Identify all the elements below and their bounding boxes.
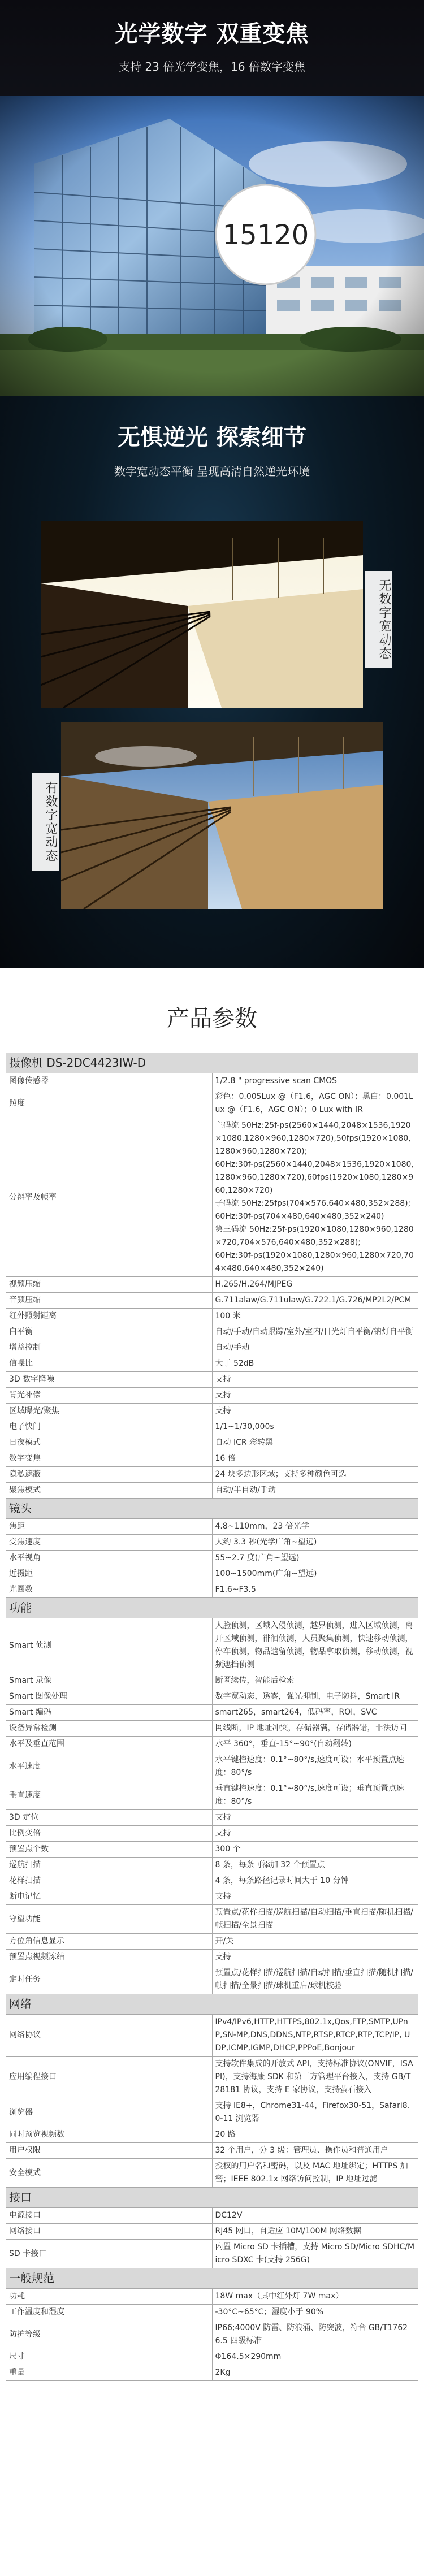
spec-key: 背光补偿 bbox=[6, 1388, 213, 1404]
section-header-row bbox=[6, 1499, 418, 1519]
spec-value: 支持软件集成的开放式 API，支持标准协议(ONVIF，ISAPI)，支持海康 SDK 和第三方管理平台接入，支持 GB/T28181 协议，支持 E 家协议，支持萤石接入 bbox=[212, 2057, 418, 2098]
spec-row bbox=[6, 2015, 418, 2057]
spec-key: 用户权限 bbox=[6, 2143, 213, 2159]
spec-value: Φ164.5×290mm bbox=[212, 2349, 418, 2365]
spec-row bbox=[6, 1905, 418, 1934]
spec-value: 100~1500mm(广角~望远) bbox=[212, 1566, 418, 1582]
spec-value: 支持 bbox=[212, 1950, 418, 1965]
spec-key: 比例变倍 bbox=[6, 1826, 213, 1842]
section-header-row bbox=[6, 1598, 418, 1618]
spec-key: 数字变焦 bbox=[6, 1451, 213, 1467]
spec-row bbox=[6, 1073, 418, 1089]
spec-key: 守望功能 bbox=[6, 1905, 213, 1934]
spec-row bbox=[6, 1388, 418, 1404]
spec-value: 1/2.8 " progressive scan CMOS bbox=[212, 1073, 418, 1089]
spec-key: 浏览器 bbox=[6, 2098, 213, 2127]
spec-value: F1.6~F3.5 bbox=[212, 1582, 418, 1598]
spec-key: 红外照射距离 bbox=[6, 1309, 213, 1324]
spec-key: 设备异常检测 bbox=[6, 1721, 213, 1737]
spec-value: 彩色：0.005Lux @（F1.6，AGC ON）；黑白：0.001Lux @（F1.6，AGC ON）；0 Lux with IR bbox=[212, 1089, 418, 1118]
model-row bbox=[6, 1053, 418, 1073]
spec-value: 网线断，IP 地址冲突，存储器满，存储器错，非法访问 bbox=[212, 1721, 418, 1737]
spec-value: 8 条，每条可添加 32 个预置点 bbox=[212, 1858, 418, 1873]
spec-key: 电子快门 bbox=[6, 1419, 213, 1435]
spec-value: 100 米 bbox=[212, 1309, 418, 1324]
spec-row bbox=[6, 1842, 418, 1858]
spec-value: 2Kg bbox=[212, 2365, 418, 2381]
spec-key: 网络协议 bbox=[6, 2015, 213, 2057]
building-photo bbox=[0, 96, 424, 396]
spec-key: 花样扫描 bbox=[6, 1873, 213, 1889]
spec-key: 断电记忆 bbox=[6, 1889, 213, 1905]
spec-key: 增益控制 bbox=[6, 1340, 213, 1356]
spec-row bbox=[6, 2320, 418, 2349]
spec-value: 支持 bbox=[212, 1826, 418, 1842]
spec-key: 安全模式 bbox=[6, 2159, 213, 2188]
spec-value: 16 倍 bbox=[212, 1451, 418, 1467]
spec-key: 照度 bbox=[6, 1089, 213, 1118]
section-header-row bbox=[6, 1994, 418, 2015]
spec-key: 分辨率及帧率 bbox=[6, 1118, 213, 1277]
spec-row bbox=[6, 1356, 418, 1372]
spec-row bbox=[6, 2098, 418, 2127]
spec-key: 重量 bbox=[6, 2365, 213, 2381]
spec-key: 近摄距 bbox=[6, 1566, 213, 1582]
spec-row bbox=[6, 1118, 418, 1277]
wdr-subtitle: 数字宽动态平衡 呈现高清自然逆光环境 bbox=[114, 465, 310, 478]
spec-key: 方位角信息显示 bbox=[6, 1934, 213, 1950]
spec-row bbox=[6, 1324, 418, 1340]
spec-key: 聚焦模式 bbox=[6, 1483, 213, 1499]
spec-value: 垂直键控速度：0.1°~80°/s,速度可设；垂直预置点速度：80°/s bbox=[212, 1781, 418, 1810]
spec-key: 巡航扫描 bbox=[6, 1858, 213, 1873]
spec-value: DC12V bbox=[212, 2208, 418, 2224]
spec-row bbox=[6, 1752, 418, 1781]
spec-row bbox=[6, 2208, 418, 2224]
spec-value: 支持 bbox=[212, 1889, 418, 1905]
spec-row bbox=[6, 1309, 418, 1324]
spec-key: 尺寸 bbox=[6, 2349, 213, 2365]
spec-value: 开/关 bbox=[212, 1934, 418, 1950]
spec-value: 授权的用户名和密码，以及 MAC 地址绑定；HTTPS 加密；IEEE 802.1x 网络访问控制，IP 地址过滤 bbox=[212, 2159, 418, 2188]
spec-key: 焦距 bbox=[6, 1519, 213, 1535]
spec-value: 1/1~1/30,000s bbox=[212, 1419, 418, 1435]
spec-key: 应用编程接口 bbox=[6, 2057, 213, 2098]
spec-row bbox=[6, 1689, 418, 1705]
spec-value: 4 条，每条路径记录时间大于 10 分钟 bbox=[212, 1873, 418, 1889]
spec-value: 断网续传，智能后检索 bbox=[212, 1673, 418, 1689]
spec-row bbox=[6, 1451, 418, 1467]
spec-section bbox=[0, 968, 424, 2576]
spec-key: 预置点视频冻结 bbox=[6, 1950, 213, 1965]
spec-value: 预置点/花样扫描/巡航扫描/自动扫描/垂直扫描/随机扫描/帧扫描/全景扫描 bbox=[212, 1905, 418, 1934]
section-header: 接口 bbox=[6, 2188, 418, 2208]
spec-row bbox=[6, 2240, 418, 2268]
spec-row bbox=[6, 2365, 418, 2381]
spec-row bbox=[6, 1277, 418, 1293]
spec-value: 24 块多边形区域；支持多种颜色可选 bbox=[212, 1467, 418, 1483]
spec-row bbox=[6, 1705, 418, 1721]
spec-row bbox=[6, 1826, 418, 1842]
spec-key: 区域曝光/聚焦 bbox=[6, 1404, 213, 1419]
spec-value: 自动/手动/自动跟踪/室外/室内/日光灯自平衡/钠灯自平衡 bbox=[212, 1324, 418, 1340]
spec-key: 音频压缩 bbox=[6, 1293, 213, 1309]
spec-key: 水平及垂直范围 bbox=[6, 1737, 213, 1752]
spec-key: 工作温度和湿度 bbox=[6, 2305, 213, 2320]
zoom-title: 光学数字 双重变焦 bbox=[115, 21, 309, 47]
spec-row bbox=[6, 2305, 418, 2320]
spec-row bbox=[6, 1618, 418, 1673]
spec-value: 人脸侦测，区域入侵侦测，越界侦测，进入区域侦测，离开区域侦测，徘徊侦测，人员聚集侦测，快速移动侦测，停车侦测，物品遗留侦测，物品拿取侦测，移动侦测，视频遮挡侦测 bbox=[212, 1618, 418, 1673]
spec-row bbox=[6, 1737, 418, 1752]
spec-value: 55~2.7 度(广角~望远) bbox=[212, 1551, 418, 1566]
spec-row bbox=[6, 1673, 418, 1689]
spec-row bbox=[6, 2127, 418, 2143]
spec-key: 同时预览视频数 bbox=[6, 2127, 213, 2143]
section-header-row bbox=[6, 2188, 418, 2208]
spec-value: 支持 IE8+，Chrome31-44，Firefox30-51，Safari8.0-11 浏览器 bbox=[212, 2098, 418, 2127]
spec-row bbox=[6, 2349, 418, 2365]
spec-row bbox=[6, 1372, 418, 1388]
spec-value: -30°C~65°C；湿度小于 90% bbox=[212, 2305, 418, 2320]
spec-value: 自动 ICR 彩转黑 bbox=[212, 1435, 418, 1451]
spec-value: 自动/半自动/手动 bbox=[212, 1483, 418, 1499]
railway-photo-with-wdr bbox=[61, 722, 383, 909]
spec-row bbox=[6, 1965, 418, 1994]
spec-key: 垂直速度 bbox=[6, 1781, 213, 1810]
spec-key: Smart 图像处理 bbox=[6, 1689, 213, 1705]
spec-value: 20 路 bbox=[212, 2127, 418, 2143]
spec-key: Smart 录像 bbox=[6, 1673, 213, 1689]
zoom-banner bbox=[0, 0, 424, 396]
spec-row bbox=[6, 2224, 418, 2240]
spec-row bbox=[6, 1810, 418, 1826]
spec-key: SD 卡接口 bbox=[6, 2240, 213, 2268]
spec-key: Smart 侦测 bbox=[6, 1618, 213, 1673]
spec-row bbox=[6, 1435, 418, 1451]
spec-value: 主码流 50Hz:25f-ps(2560×1440,2048×1536,1920×1080,1280×960,1280×720),50fps(1920×1080,1280×960,1280×720); 60Hz:30f-ps(2560×1440,2048×1536,1920×1080,1280×960,1280×720),60fps(1920×1080,1280×960,1280×720) 子码流 50Hz:25fps(704×576,640×480,352×288);60Hz:30f-ps(704×480,640×480,352×240) 第三码流 50Hz:25f-ps(1920×1080,1280×960,1280×720,704×576,640×480,352×288); 60Hz:30f-ps(1920×1080,1280×960,1280×720,704×480,640×480,352×240) bbox=[212, 1118, 418, 1277]
spec-value: 大于 52dB bbox=[212, 1356, 418, 1372]
spec-row bbox=[6, 1483, 418, 1499]
spec-row bbox=[6, 1934, 418, 1950]
spec-value: H.265/H.264/MJPEG bbox=[212, 1277, 418, 1293]
spec-value: IP66;4000V 防雷、防浪涌、防突波，符合 GB/T17626.5 四级标准 bbox=[212, 2320, 418, 2349]
spec-row bbox=[6, 2143, 418, 2159]
spec-key: 隐私遮蔽 bbox=[6, 1467, 213, 1483]
spec-key: 日夜模式 bbox=[6, 1435, 213, 1451]
spec-value: 预置点/花样扫描/巡航扫描/自动扫描/垂直扫描/随机扫描/帧扫描/全景扫描/球机重启/球机校验 bbox=[212, 1965, 418, 1994]
spec-value: 水平键控速度：0.1°~80°/s,速度可设；水平预置点速度：80°/s bbox=[212, 1752, 418, 1781]
section-header: 网络 bbox=[6, 1994, 418, 2015]
spec-row bbox=[6, 1950, 418, 1965]
spec-row bbox=[6, 1419, 418, 1435]
spec-value: 支持 bbox=[212, 1388, 418, 1404]
spec-row bbox=[6, 1293, 418, 1309]
spec-row bbox=[6, 1889, 418, 1905]
section-header: 功能 bbox=[6, 1598, 418, 1618]
spec-row bbox=[6, 1467, 418, 1483]
spec-key: 网络接口 bbox=[6, 2224, 213, 2240]
spec-value: 支持 bbox=[212, 1372, 418, 1388]
spec-value: 支持 bbox=[212, 1810, 418, 1826]
spec-row bbox=[6, 1551, 418, 1566]
zoom-subtitle: 支持 23 倍光学变焦，16 倍数字变焦 bbox=[119, 60, 305, 73]
spec-key: 水平视角 bbox=[6, 1551, 213, 1566]
spec-key: 预置点个数 bbox=[6, 1842, 213, 1858]
spec-key: 3D 定位 bbox=[6, 1810, 213, 1826]
spec-key: 光圈数 bbox=[6, 1582, 213, 1598]
tag-without-wdr: 无数字宽动态 bbox=[365, 571, 392, 668]
spec-value: 支持 bbox=[212, 1404, 418, 1419]
spec-value: G.711alaw/G.711ulaw/G.722.1/G.726/MP2L2/PCM bbox=[212, 1293, 418, 1309]
section-header-row bbox=[6, 2268, 418, 2289]
model-cell: 摄像机 DS-2DC4423IW-D bbox=[6, 1053, 418, 1073]
spec-value: 水平 360°，垂直-15°~90°(自动翻转) bbox=[212, 1737, 418, 1752]
spec-value: 大约 3.3 秒(光学广角~望远) bbox=[212, 1535, 418, 1551]
tag-with-wdr: 有数字宽动态 bbox=[32, 773, 59, 871]
wdr-title: 无惧逆光 探索细节 bbox=[118, 425, 306, 451]
spec-key: 3D 数字降噪 bbox=[6, 1372, 213, 1388]
section-header: 一般规范 bbox=[6, 2268, 418, 2289]
spec-row bbox=[6, 1340, 418, 1356]
spec-key: 防护等级 bbox=[6, 2320, 213, 2349]
spec-value: smart265，smart264，低码率，ROI，SVC bbox=[212, 1705, 418, 1721]
spec-value: 内置 Micro SD 卡插槽，支持 Micro SD/Micro SDHC/Micro SDXC 卡(支持 256G) bbox=[212, 2240, 418, 2268]
spec-row bbox=[6, 1721, 418, 1737]
spec-row bbox=[6, 2289, 418, 2305]
spec-key: 水平速度 bbox=[6, 1752, 213, 1781]
spec-value: RJ45 网口，自适应 10M/100M 网络数据 bbox=[212, 2224, 418, 2240]
spec-value: 18W max（其中红外灯 7W max） bbox=[212, 2289, 418, 2305]
spec-key: 白平衡 bbox=[6, 1324, 213, 1340]
spec-key: 图像传感器 bbox=[6, 1073, 213, 1089]
spec-row bbox=[6, 1535, 418, 1551]
spec-key: Smart 编码 bbox=[6, 1705, 213, 1721]
spec-row bbox=[6, 1781, 418, 1810]
spec-row bbox=[6, 1873, 418, 1889]
spec-row bbox=[6, 1519, 418, 1535]
spec-value: 数字宽动态，透雾，强光抑制，电子防抖，Smart IR bbox=[212, 1689, 418, 1705]
spec-key: 功耗 bbox=[6, 2289, 213, 2305]
section-header: 镜头 bbox=[6, 1499, 418, 1519]
spec-key: 定时任务 bbox=[6, 1965, 213, 1994]
spec-key: 视频压缩 bbox=[6, 1277, 213, 1293]
spec-row bbox=[6, 1089, 418, 1118]
spec-row bbox=[6, 2057, 418, 2098]
spec-heading: 产品参数 bbox=[167, 1006, 257, 1032]
spec-value: 自动/手动 bbox=[212, 1340, 418, 1356]
railway-photo-without-wdr bbox=[41, 521, 363, 708]
wdr-banner bbox=[0, 396, 424, 968]
spec-value: 32 个用户，分 3 级：管理员、操作员和普通用户 bbox=[212, 2143, 418, 2159]
spec-row bbox=[6, 1404, 418, 1419]
spec-value: 4.8~110mm，23 倍光学 bbox=[212, 1519, 418, 1535]
spec-value: 300 个 bbox=[212, 1842, 418, 1858]
spec-value: IPv4/IPv6,HTTP,HTTPS,802.1x,Qos,FTP,SMTP,UPnP,SN-MP,DNS,DDNS,NTP,RTSP,RTCP,RTP,TCP/IP, UDP,ICMP,IGMP,DHCP,PPPoE,Bonjour bbox=[212, 2015, 418, 2057]
spec-row bbox=[6, 2159, 418, 2188]
spec-row bbox=[6, 1858, 418, 1873]
spec-row bbox=[6, 1566, 418, 1582]
spec-key: 变焦速度 bbox=[6, 1535, 213, 1551]
spec-table bbox=[6, 1053, 418, 2381]
spec-key: 信噪比 bbox=[6, 1356, 213, 1372]
spec-row bbox=[6, 1582, 418, 1598]
spec-key: 电源接口 bbox=[6, 2208, 213, 2224]
